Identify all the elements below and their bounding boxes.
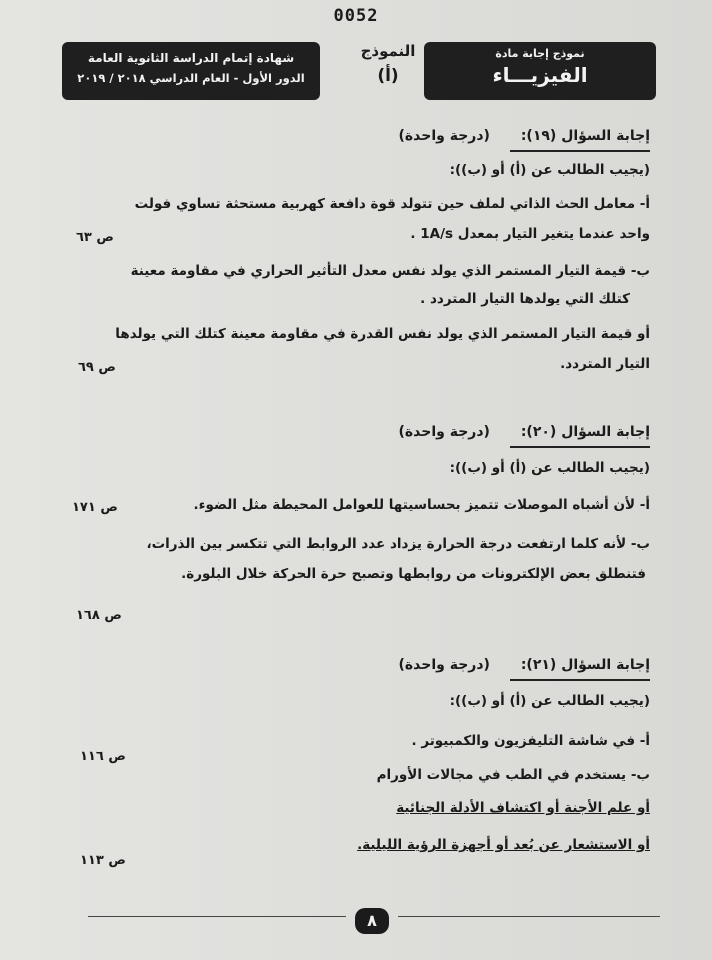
page-reference: ص ١٧١ [72, 500, 118, 515]
question-19-heading [399, 128, 650, 144]
question-20-heading [399, 424, 650, 440]
page-reference: ص ١١٣ [80, 853, 126, 868]
exam-title: شهادة إتمام الدراسة الثانوية العامة [87, 51, 295, 65]
exam-session: الدور الأول - العام الدراسي ٢٠١٨ / ٢٠١٩ [77, 71, 305, 85]
subject-caption: نموذج إجابة مادة [495, 47, 585, 60]
question-instruction: (يجيب الطالب عن (أ) أو (ب)): [449, 162, 650, 178]
page-reference: ص ١٦٨ [76, 608, 122, 623]
question-degree: (درجة واحدة) [398, 657, 490, 673]
answer-line: ب- لأنه كلما ارتفعت درجة الحرارة يزداد عدد الروابط التي تتكسر بين الذرات، [146, 536, 650, 552]
exam-info-box [62, 42, 320, 100]
question-title: إجابة السؤال (١٩): [520, 128, 650, 144]
answer-line: أ- لأن أشباه الموصلات تتميز بحساسيتها للعوامل المحيطة مثل الضوء. [193, 497, 650, 513]
page-reference: ص ٦٩ [78, 360, 116, 375]
footer-rule-left [88, 916, 346, 917]
subject-name: الفيزيـــاء [492, 63, 588, 87]
heading-underline [510, 150, 650, 152]
page-header [62, 38, 658, 104]
heading-underline [510, 446, 650, 448]
answer-line: أو الاستشعار عن بُعد أو أجهزة الرؤية الليلية. [357, 837, 650, 853]
model-label: النموذج [360, 42, 416, 60]
answer-line: فتنطلق بعض الإلكترونات من روابطها وتصبح حرة الحركة خلال البلورة. [181, 566, 646, 582]
question-degree: (درجة واحدة) [398, 424, 490, 440]
subject-box [424, 42, 656, 100]
answer-line: كتلك التي يولدها التيار المتردد . [420, 291, 630, 307]
question-degree: (درجة واحدة) [398, 128, 490, 144]
document-code: 0052 [333, 6, 379, 26]
answer-line: ب- قيمة التيار المستمر الذي يولد نفس معدل التأثير الحراري في مقاومة معينة [130, 263, 650, 279]
answer-line: أو قيمة التيار المستمر الذي يولد نفس القدرة في مقاومة معينة كتلك التي يولدها [115, 326, 650, 342]
model-value: (أ) [377, 66, 399, 86]
answer-line: أ- معامل الحث الذاتي لملف حين تتولد قوة دافعة كهربية مستحثة تساوي فولت [134, 196, 650, 212]
answer-line: واحد عندما يتغير التيار بمعدل 1A/s . [410, 226, 650, 242]
page-number: ٨ [355, 908, 389, 934]
answer-line: التيار المتردد. [560, 356, 650, 372]
answer-line: ب- يستخدم في الطب في مجالات الأورام [376, 767, 650, 783]
model-label-block [344, 38, 432, 104]
answer-line: أو علم الأجنة أو اكتشاف الأدلة الجنائية [396, 800, 650, 816]
answer-line: أ- في شاشة التليفزيون والكمبيوتر . [411, 733, 650, 749]
footer-rule-right [398, 916, 660, 917]
page-reference: ص ١١٦ [80, 749, 126, 764]
page-reference: ص ٦٣ [76, 230, 114, 245]
question-instruction: (يجيب الطالب عن (أ) أو (ب)): [449, 693, 650, 709]
question-title: إجابة السؤال (٢١): [520, 657, 650, 673]
question-title: إجابة السؤال (٢٠): [520, 424, 650, 440]
heading-underline [510, 679, 650, 681]
question-instruction: (يجيب الطالب عن (أ) أو (ب)): [449, 460, 650, 476]
question-21-heading [399, 657, 650, 673]
